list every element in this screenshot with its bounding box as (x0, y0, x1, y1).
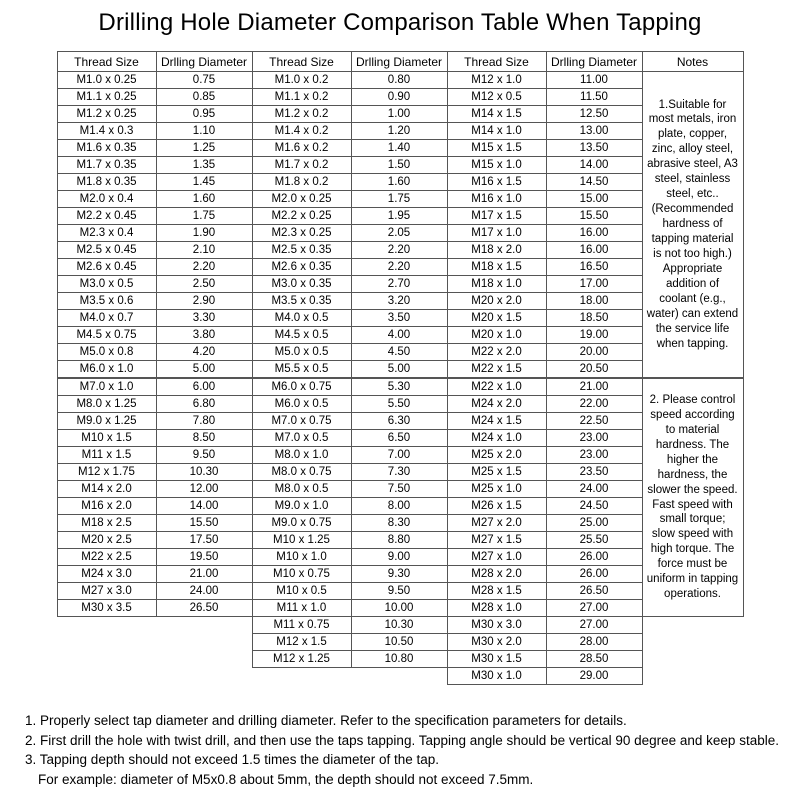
thread-size-cell: M7.0 x 0.75 (252, 413, 351, 430)
thread-size-cell: M1.7 x 0.2 (252, 157, 351, 174)
column-header: Drlling Diameter (546, 52, 642, 72)
thread-size-cell: M20 x 2.0 (447, 293, 546, 310)
column-header: Drlling Diameter (351, 52, 447, 72)
thread-size-cell: M1.1 x 0.25 (57, 89, 156, 106)
table-row (57, 583, 743, 600)
column-header: Thread Size (252, 52, 351, 72)
table-row (57, 413, 743, 430)
thread-size-cell: M17 x 1.0 (447, 225, 546, 242)
table-row (57, 191, 743, 208)
drill-diameter-cell: 9.30 (351, 566, 447, 583)
table-row (57, 276, 743, 293)
thread-size-cell: M24 x 1.5 (447, 413, 546, 430)
empty-cell (57, 651, 252, 668)
drill-diameter-cell: 0.80 (351, 72, 447, 89)
thread-size-cell: M20 x 1.5 (447, 310, 546, 327)
drill-diameter-cell: 17.50 (156, 532, 252, 549)
drill-diameter-cell: 1.95 (351, 208, 447, 225)
thread-size-cell: M1.8 x 0.2 (252, 174, 351, 191)
drill-diameter-cell: 1.25 (156, 140, 252, 157)
thread-size-cell: M28 x 2.0 (447, 566, 546, 583)
drill-diameter-cell: 6.80 (156, 396, 252, 413)
thread-size-cell: M5.0 x 0.5 (252, 344, 351, 361)
drill-diameter-cell: 2.70 (351, 276, 447, 293)
table-row (57, 396, 743, 413)
table-row (57, 447, 743, 464)
thread-size-cell: M10 x 1.0 (252, 549, 351, 566)
drill-diameter-cell: 6.00 (156, 378, 252, 396)
drill-diameter-cell: 8.80 (351, 532, 447, 549)
thread-size-cell: M7.0 x 0.5 (252, 430, 351, 447)
drill-diameter-cell: 7.80 (156, 413, 252, 430)
drill-diameter-cell: 2.50 (156, 276, 252, 293)
thread-size-cell: M26 x 1.5 (447, 498, 546, 515)
empty-cell (642, 651, 743, 668)
table-row (57, 242, 743, 259)
drill-diameter-cell: 23.50 (546, 464, 642, 481)
thread-size-cell: M4.0 x 0.5 (252, 310, 351, 327)
thread-size-cell: M20 x 1.0 (447, 327, 546, 344)
footer-note-2: 2. First drill the hole with twist drill, and then use the taps tapping. Tapping angle should be vertical 90 degree and keep stable. (25, 732, 779, 748)
drill-diameter-cell: 8.00 (351, 498, 447, 515)
thread-size-cell: M12 x 1.25 (252, 651, 351, 668)
thread-size-cell: M18 x 2.5 (57, 515, 156, 532)
thread-size-cell: M22 x 1.0 (447, 378, 546, 396)
table-row (57, 157, 743, 174)
thread-size-cell: M27 x 1.0 (447, 549, 546, 566)
drill-diameter-cell: 22.50 (546, 413, 642, 430)
drill-diameter-cell: 20.50 (546, 361, 642, 379)
drill-diameter-cell: 27.00 (546, 600, 642, 617)
thread-size-cell: M11 x 1.5 (57, 447, 156, 464)
drill-diameter-cell: 23.00 (546, 447, 642, 464)
thread-size-cell: M22 x 2.0 (447, 344, 546, 361)
thread-size-cell: M2.0 x 0.25 (252, 191, 351, 208)
drill-diameter-cell: 24.00 (546, 481, 642, 498)
thread-size-cell: M27 x 2.0 (447, 515, 546, 532)
drill-diameter-cell: 1.10 (156, 123, 252, 140)
drill-diameter-cell: 1.35 (156, 157, 252, 174)
thread-size-cell: M2.3 x 0.4 (57, 225, 156, 242)
thread-size-cell: M30 x 3.0 (447, 617, 546, 634)
thread-size-cell: M25 x 1.0 (447, 481, 546, 498)
drill-diameter-cell: 0.90 (351, 89, 447, 106)
drill-diameter-cell: 7.30 (351, 464, 447, 481)
drill-diameter-cell: 26.00 (546, 566, 642, 583)
drill-diameter-cell: 15.50 (156, 515, 252, 532)
drill-diameter-cell: 12.00 (156, 481, 252, 498)
thread-size-cell: M30 x 1.0 (447, 668, 546, 685)
thread-size-cell: M2.2 x 0.25 (252, 208, 351, 225)
thread-size-cell: M18 x 1.5 (447, 259, 546, 276)
footer-note-3: 3. Tapping depth should not exceed 1.5 times the diameter of the tap. (25, 752, 440, 767)
thread-size-cell: M28 x 1.0 (447, 600, 546, 617)
table-row (57, 498, 743, 515)
column-header: Notes (642, 52, 743, 72)
thread-size-cell: M1.7 x 0.35 (57, 157, 156, 174)
thread-size-cell: M16 x 2.0 (57, 498, 156, 515)
drill-diameter-cell: 8.30 (351, 515, 447, 532)
thread-size-cell: M17 x 1.5 (447, 208, 546, 225)
drill-diameter-cell: 26.50 (156, 600, 252, 617)
table-row (57, 89, 743, 106)
thread-size-cell: M12 x 1.75 (57, 464, 156, 481)
thread-size-cell: M24 x 3.0 (57, 566, 156, 583)
drill-diameter-cell: 1.90 (156, 225, 252, 242)
drill-diameter-cell: 0.95 (156, 106, 252, 123)
thread-size-cell: M9.0 x 1.25 (57, 413, 156, 430)
table-row (57, 327, 743, 344)
drill-diameter-cell: 19.50 (156, 549, 252, 566)
drill-diameter-cell: 16.00 (546, 225, 642, 242)
drill-diameter-cell: 5.00 (351, 361, 447, 379)
thread-size-cell: M3.5 x 0.35 (252, 293, 351, 310)
drill-diameter-cell: 7.50 (351, 481, 447, 498)
thread-size-cell: M18 x 2.0 (447, 242, 546, 259)
thread-size-cell: M6.0 x 0.5 (252, 396, 351, 413)
drill-diameter-cell: 9.00 (351, 549, 447, 566)
drill-diameter-cell: 2.90 (156, 293, 252, 310)
column-header: Thread Size (57, 52, 156, 72)
footer-note-example: For example: diameter of M5x0.8 about 5mm, the depth should not exceed 7.5mm. (38, 771, 534, 787)
thread-size-cell: M18 x 1.0 (447, 276, 546, 293)
drill-diameter-cell: 15.00 (546, 191, 642, 208)
thread-size-cell: M7.0 x 1.0 (57, 378, 156, 396)
drill-diameter-cell: 19.00 (546, 327, 642, 344)
thread-size-cell: M4.5 x 0.5 (252, 327, 351, 344)
empty-cell (252, 668, 447, 685)
table-body (57, 72, 743, 685)
table-row (57, 174, 743, 191)
empty-cell (57, 634, 252, 651)
drill-diameter-cell: 2.05 (351, 225, 447, 242)
footer-notes (25, 711, 800, 789)
thread-size-cell: M11 x 0.75 (252, 617, 351, 634)
drill-diameter-cell: 2.20 (156, 259, 252, 276)
thread-size-cell: M14 x 1.5 (447, 106, 546, 123)
table-row (57, 532, 743, 549)
drill-diameter-cell: 10.30 (156, 464, 252, 481)
drill-diameter-cell: 14.00 (156, 498, 252, 515)
thread-size-cell: M25 x 1.5 (447, 464, 546, 481)
drill-diameter-cell: 0.85 (156, 89, 252, 106)
table-row (57, 378, 743, 396)
thread-size-cell: M30 x 2.0 (447, 634, 546, 651)
drill-diameter-cell: 17.00 (546, 276, 642, 293)
thread-size-cell: M27 x 3.0 (57, 583, 156, 600)
thread-size-cell: M1.6 x 0.2 (252, 140, 351, 157)
table-header-row (57, 52, 743, 72)
drill-diameter-cell: 24.00 (156, 583, 252, 600)
drill-diameter-cell: 3.30 (156, 310, 252, 327)
drill-diameter-cell: 9.50 (351, 583, 447, 600)
drill-diameter-cell: 10.80 (351, 651, 447, 668)
thread-size-cell: M9.0 x 1.0 (252, 498, 351, 515)
drill-diameter-cell: 16.00 (546, 242, 642, 259)
footer-note-1: 1. Properly select tap diameter and drilling diameter. Refer to the specification parameters for details. (25, 713, 627, 728)
table-row (57, 310, 743, 327)
drill-diameter-cell: 25.50 (546, 532, 642, 549)
thread-size-cell: M2.2 x 0.45 (57, 208, 156, 225)
thread-size-cell: M1.6 x 0.35 (57, 140, 156, 157)
empty-cell (642, 617, 743, 634)
drill-diameter-cell: 5.00 (156, 361, 252, 379)
drill-diameter-cell: 1.20 (351, 123, 447, 140)
drill-diameter-cell: 13.50 (546, 140, 642, 157)
thread-size-cell: M14 x 2.0 (57, 481, 156, 498)
thread-size-cell: M5.0 x 0.8 (57, 344, 156, 361)
empty-cell (642, 634, 743, 651)
thread-size-cell: M9.0 x 0.75 (252, 515, 351, 532)
thread-size-cell: M1.1 x 0.2 (252, 89, 351, 106)
drill-diameter-cell: 26.50 (546, 583, 642, 600)
thread-size-cell: M8.0 x 0.5 (252, 481, 351, 498)
empty-cell (642, 668, 743, 685)
thread-size-cell: M2.6 x 0.45 (57, 259, 156, 276)
table-row (57, 549, 743, 566)
drill-diameter-cell: 3.20 (351, 293, 447, 310)
thread-size-cell: M30 x 1.5 (447, 651, 546, 668)
drill-diameter-cell: 13.00 (546, 123, 642, 140)
drill-diameter-cell: 18.00 (546, 293, 642, 310)
table-row (57, 225, 743, 242)
drill-diameter-cell: 12.50 (546, 106, 642, 123)
table-row (57, 651, 743, 668)
drill-diameter-cell: 1.75 (351, 191, 447, 208)
thread-size-cell: M10 x 1.5 (57, 430, 156, 447)
drill-diameter-cell: 18.50 (546, 310, 642, 327)
drill-diameter-cell: 28.00 (546, 634, 642, 651)
thread-size-cell: M8.0 x 0.75 (252, 464, 351, 481)
drill-diameter-cell: 6.50 (351, 430, 447, 447)
table-row (57, 600, 743, 617)
thread-size-cell: M1.4 x 0.3 (57, 123, 156, 140)
thread-size-cell: M2.0 x 0.4 (57, 191, 156, 208)
thread-size-cell: M2.5 x 0.45 (57, 242, 156, 259)
column-header: Thread Size (447, 52, 546, 72)
thread-size-cell: M8.0 x 1.0 (252, 447, 351, 464)
thread-size-cell: M24 x 1.0 (447, 430, 546, 447)
thread-size-cell: M1.0 x 0.2 (252, 72, 351, 89)
thread-size-cell: M5.5 x 0.5 (252, 361, 351, 379)
column-header: Drlling Diameter (156, 52, 252, 72)
thread-size-cell: M1.4 x 0.2 (252, 123, 351, 140)
drill-diameter-cell: 11.00 (546, 72, 642, 89)
table-row (57, 123, 743, 140)
table-row (57, 361, 743, 379)
thread-size-cell: M4.5 x 0.75 (57, 327, 156, 344)
empty-cell (57, 617, 252, 634)
table-row (57, 634, 743, 651)
table-row (57, 515, 743, 532)
thread-size-cell: M6.0 x 1.0 (57, 361, 156, 379)
notes-cell: 1.Suitable for most metals, iron plate, copper, zinc, alloy steel, abrasive steel, A3 steel, stainless steel, etc..(Recommended hardness of tapping material is not too high.) Appropriate addition of coolant (e.g., water) can extend the service life when tapping. (642, 72, 743, 379)
thread-size-cell: M22 x 2.5 (57, 549, 156, 566)
thread-size-cell: M15 x 1.0 (447, 157, 546, 174)
thread-size-cell: M2.5 x 0.35 (252, 242, 351, 259)
notes-cell: 2. Please control speed according to material hardness. The higher the hardness, the slower the speed. Fast speed with small torque; slow speed with high torque. The force must be uniform in tapping operations. (642, 378, 743, 617)
drill-diameter-cell: 21.00 (546, 378, 642, 396)
table-row (57, 72, 743, 89)
thread-size-cell: M25 x 2.0 (447, 447, 546, 464)
table-row (57, 464, 743, 481)
drill-diameter-cell: 0.75 (156, 72, 252, 89)
drill-diameter-cell: 3.80 (156, 327, 252, 344)
drill-diameter-cell: 1.75 (156, 208, 252, 225)
table-row (57, 430, 743, 447)
thread-size-cell: M1.8 x 0.35 (57, 174, 156, 191)
table-row (57, 566, 743, 583)
thread-size-cell: M10 x 0.75 (252, 566, 351, 583)
drill-diameter-cell: 4.20 (156, 344, 252, 361)
thread-size-cell: M3.5 x 0.6 (57, 293, 156, 310)
thread-size-cell: M8.0 x 1.25 (57, 396, 156, 413)
thread-size-cell: M28 x 1.5 (447, 583, 546, 600)
thread-size-cell: M24 x 2.0 (447, 396, 546, 413)
table-row (57, 344, 743, 361)
drill-diameter-cell: 6.30 (351, 413, 447, 430)
thread-size-cell: M30 x 3.5 (57, 600, 156, 617)
drill-diameter-cell: 20.00 (546, 344, 642, 361)
drill-diameter-cell: 15.50 (546, 208, 642, 225)
drill-diameter-cell: 16.50 (546, 259, 642, 276)
drill-diameter-cell: 10.00 (351, 600, 447, 617)
thread-size-cell: M15 x 1.5 (447, 140, 546, 157)
thread-size-cell: M12 x 1.5 (252, 634, 351, 651)
thread-size-cell: M10 x 1.25 (252, 532, 351, 549)
thread-size-cell: M22 x 1.5 (447, 361, 546, 379)
drill-diameter-cell: 3.50 (351, 310, 447, 327)
thread-size-cell: M10 x 0.5 (252, 583, 351, 600)
empty-cell (57, 668, 252, 685)
table-row (57, 668, 743, 685)
thread-size-cell: M6.0 x 0.75 (252, 378, 351, 396)
thread-size-cell: M2.6 x 0.35 (252, 259, 351, 276)
drill-diameter-cell: 2.20 (351, 259, 447, 276)
tapping-drill-comparison-table (57, 51, 744, 685)
drill-diameter-cell: 1.40 (351, 140, 447, 157)
table-row (57, 106, 743, 123)
drill-diameter-cell: 11.50 (546, 89, 642, 106)
drill-diameter-cell: 2.10 (156, 242, 252, 259)
thread-size-cell: M3.0 x 0.5 (57, 276, 156, 293)
thread-size-cell: M14 x 1.0 (447, 123, 546, 140)
drill-diameter-cell: 23.00 (546, 430, 642, 447)
thread-size-cell: M16 x 1.0 (447, 191, 546, 208)
table-row (57, 259, 743, 276)
drill-diameter-cell: 10.30 (351, 617, 447, 634)
drill-diameter-cell: 21.00 (156, 566, 252, 583)
thread-size-cell: M1.0 x 0.25 (57, 72, 156, 89)
drill-diameter-cell: 14.00 (546, 157, 642, 174)
thread-size-cell: M4.0 x 0.7 (57, 310, 156, 327)
drill-diameter-cell: 10.50 (351, 634, 447, 651)
thread-size-cell: M27 x 1.5 (447, 532, 546, 549)
table-row (57, 208, 743, 225)
drill-diameter-cell: 22.00 (546, 396, 642, 413)
thread-size-cell: M1.2 x 0.2 (252, 106, 351, 123)
drill-diameter-cell: 2.20 (351, 242, 447, 259)
drill-diameter-cell: 1.60 (351, 174, 447, 191)
drill-diameter-cell: 25.00 (546, 515, 642, 532)
drill-diameter-cell: 5.50 (351, 396, 447, 413)
drill-diameter-cell: 27.00 (546, 617, 642, 634)
table-row (57, 293, 743, 310)
drill-diameter-cell: 8.50 (156, 430, 252, 447)
table-row (57, 617, 743, 634)
drill-diameter-cell: 1.60 (156, 191, 252, 208)
thread-size-cell: M16 x 1.5 (447, 174, 546, 191)
drill-diameter-cell: 9.50 (156, 447, 252, 464)
thread-size-cell: M12 x 0.5 (447, 89, 546, 106)
thread-size-cell: M2.3 x 0.25 (252, 225, 351, 242)
table-row (57, 140, 743, 157)
drill-diameter-cell: 1.00 (351, 106, 447, 123)
drill-diameter-cell: 28.50 (546, 651, 642, 668)
drill-diameter-cell: 5.30 (351, 378, 447, 396)
drill-diameter-cell: 14.50 (546, 174, 642, 191)
drill-diameter-cell: 24.50 (546, 498, 642, 515)
thread-size-cell: M1.2 x 0.25 (57, 106, 156, 123)
thread-size-cell: M3.0 x 0.35 (252, 276, 351, 293)
drill-diameter-cell: 29.00 (546, 668, 642, 685)
page-title: Drilling Hole Diameter Comparison Table When Tapping (98, 9, 702, 36)
thread-size-cell: M20 x 2.5 (57, 532, 156, 549)
drill-diameter-cell: 1.45 (156, 174, 252, 191)
drill-diameter-cell: 7.00 (351, 447, 447, 464)
thread-size-cell: M11 x 1.0 (252, 600, 351, 617)
drill-diameter-cell: 1.50 (351, 157, 447, 174)
drill-diameter-cell: 4.00 (351, 327, 447, 344)
drill-diameter-cell: 4.50 (351, 344, 447, 361)
table-row (57, 481, 743, 498)
thread-size-cell: M12 x 1.0 (447, 72, 546, 89)
drill-diameter-cell: 26.00 (546, 549, 642, 566)
